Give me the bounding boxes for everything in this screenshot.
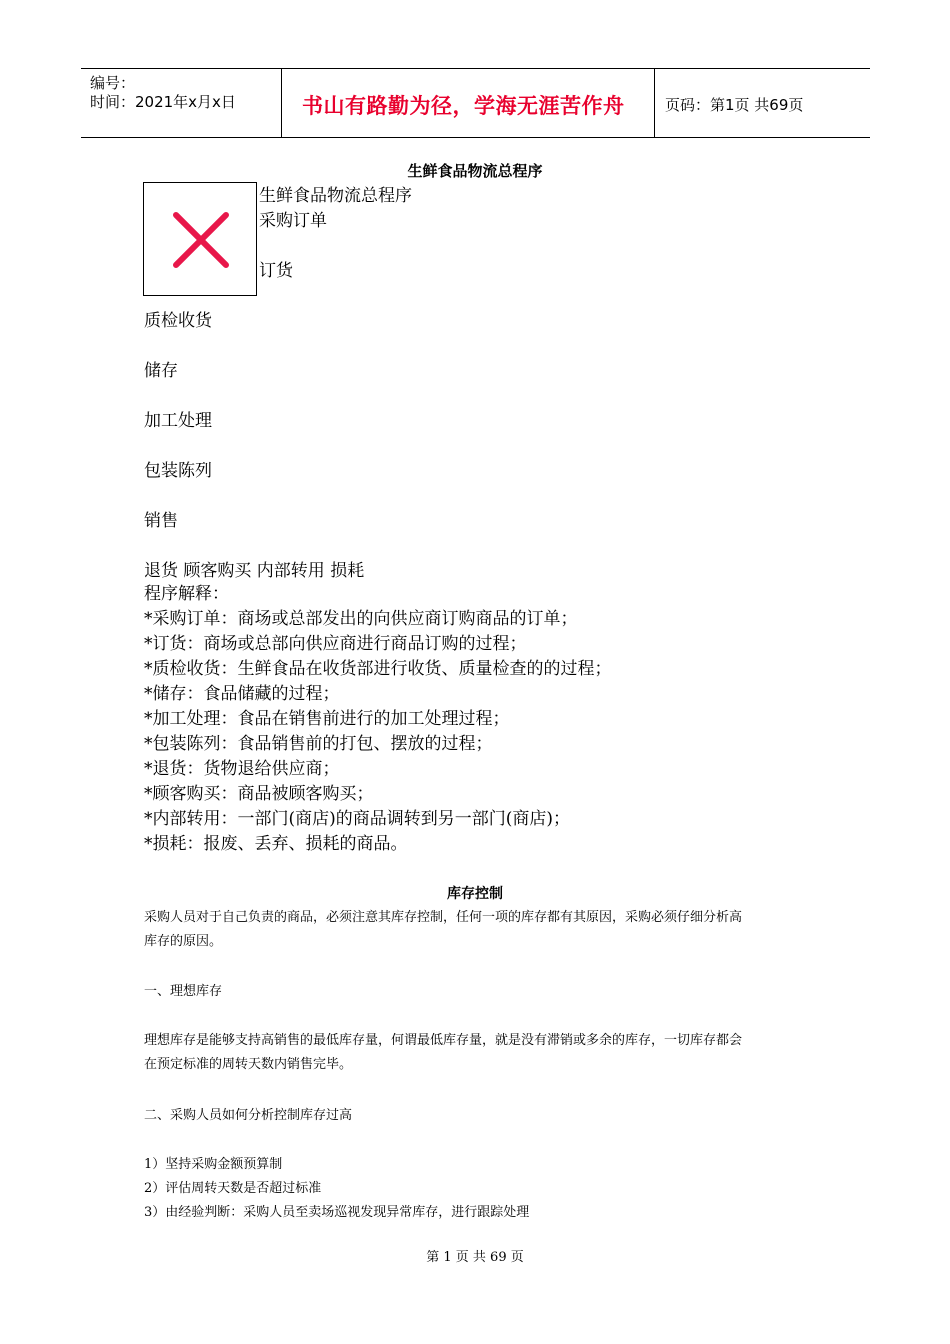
flow-step-order: 订货 (259, 261, 293, 281)
flow-step-sales: 销售 (144, 511, 178, 531)
flow-step-processing: 加工处理 (144, 411, 212, 431)
header-meta-cell (81, 69, 282, 137)
explanation-heading: 程序解释： (144, 584, 229, 604)
flow-step-purchase-order: 采购订单 (259, 211, 327, 231)
broken-image-cross-icon (144, 183, 256, 295)
list-item: 3）由经验判断：采购人员至卖场巡视发现异常库存，进行跟踪处理 (144, 1205, 530, 1220)
document-title: 生鲜食品物流总程序 (407, 162, 543, 180)
document-number-label: 编号： (90, 74, 136, 92)
explanation-item: *储存：食品储藏的过程； (144, 684, 340, 704)
header-motto: 书山有路勤为径，学海无涯苦作舟 (302, 94, 625, 118)
explanation-item: *内部转用：一部门(商店)的商品调转到另一部门(商店)； (144, 809, 571, 829)
inventory-intro (144, 906, 814, 954)
header-table (81, 68, 870, 138)
explanation-item: *加工处理：食品在销售前进行的加工处理过程； (144, 709, 510, 729)
flow-step-inspection: 质检收货 (144, 311, 212, 331)
flow-title: 生鲜食品物流总程序 (259, 186, 412, 206)
program-explanation (144, 582, 612, 857)
flow-final-line: 退货 顾客购买 内部转用 损耗 (144, 561, 365, 581)
header-page-info: 页码：第1页 共69页 (665, 96, 804, 114)
explanation-item: *包装陈列：食品销售前的打包、摆放的过程； (144, 734, 493, 754)
paragraph-line: 在预定标准的周转天数内销售完毕。 (144, 1057, 353, 1072)
explanation-item: *损耗：报废、丢弃、损耗的商品。 (144, 834, 408, 854)
subsection-title-control-high-inventory: 二、采购人员如何分析控制库存过高 (144, 1108, 353, 1123)
ideal-inventory-paragraph (144, 1029, 814, 1077)
explanation-item: *采购订单：商场或总部发出的向供应商订购商品的订单； (144, 609, 578, 629)
explanation-item: *订货：商场或总部向供应商进行商品订购的过程； (144, 634, 527, 654)
paragraph-line: 理想库存是能够支持高销售的最低库存量，何谓最低库存量，就是没有滞销或多余的库存，一切库存都会 (144, 1033, 743, 1048)
page-footer: 第 1 页 共 69 页 (426, 1250, 524, 1265)
list-item: 2）评估周转天数是否超过标准 (144, 1181, 322, 1196)
explanation-item: *顾客购买：商品被顾客购买； (144, 784, 374, 804)
header-motto-cell (282, 69, 655, 137)
subsection-title-ideal-inventory: 一、理想库存 (144, 984, 223, 999)
list-item: 1）坚持采购金额预算制 (144, 1157, 283, 1172)
paragraph-line: 库存的原因。 (144, 934, 223, 949)
explanation-item: *质检收货：生鲜食品在收货部进行收货、质量检查的的过程； (144, 659, 612, 679)
paragraph-line: 采购人员对于自己负责的商品，必须注意其库存控制，任何一项的库存都有其原因，采购必须仔细分析高 (144, 910, 743, 925)
document-time-label: 时间：2021年x月x日 (90, 93, 236, 111)
section-title-inventory: 库存控制 (447, 886, 503, 902)
flow-step-packaging: 包装陈列 (144, 461, 212, 481)
flow-step-storage: 储存 (144, 361, 178, 381)
explanation-item: *退货：货物退给供应商； (144, 759, 340, 779)
broken-image-placeholder (143, 182, 257, 296)
control-methods-list (144, 1153, 814, 1225)
